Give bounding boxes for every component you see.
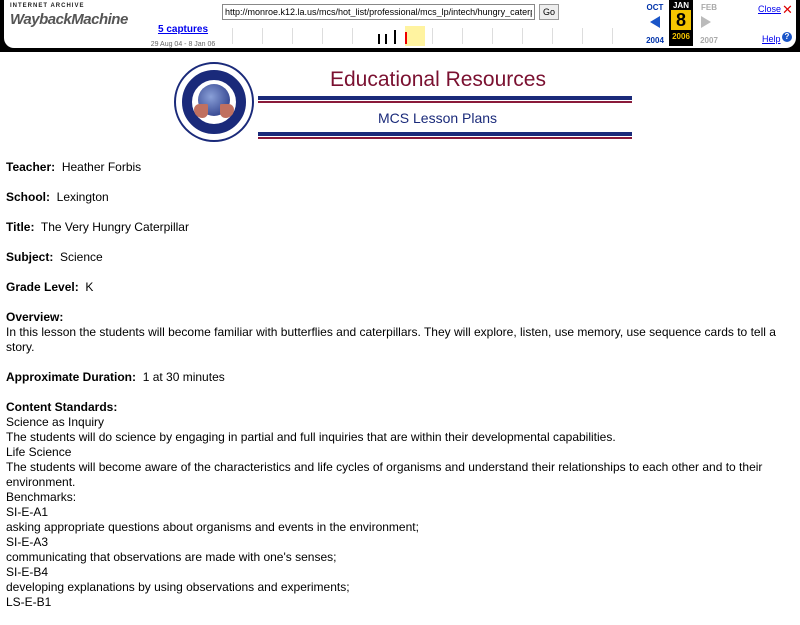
standards-label: Content Standards: (6, 400, 118, 414)
standards-line: asking appropriate questions about organisms and events in the environment; (6, 520, 419, 534)
teacher-value: Heather Forbis (61, 160, 142, 174)
timeline-tick (432, 28, 433, 44)
banner-divider (258, 96, 632, 100)
next-year-label: 2007 (700, 36, 718, 45)
timeline-current-mark (405, 32, 407, 44)
title-field (6, 220, 798, 235)
timeline-tick (612, 28, 613, 44)
timeline-capture-mark[interactable] (394, 30, 396, 44)
banner-divider (258, 137, 632, 139)
duration-label: Approximate Duration: (6, 370, 137, 384)
standards-line: The students will do science by engaging in partial and full inquiries that are within their developmental capabilities. (6, 430, 616, 444)
wayback-logo[interactable] (10, 3, 128, 41)
standards-line: LS-E-B1 (6, 595, 52, 609)
timeline-tick (292, 28, 293, 44)
next-month-label: FEB (701, 3, 717, 12)
help-icon[interactable]: ? (782, 32, 792, 42)
hand-icon (194, 104, 208, 118)
grade-label: Grade Level: (6, 280, 79, 294)
timeline-tick (322, 28, 323, 44)
school-field (6, 190, 798, 205)
timeline-tick (552, 28, 553, 44)
standards-line: Life Science (6, 445, 72, 459)
standards-line: SI-E-A3 (6, 535, 49, 549)
timeline-capture-mark[interactable] (385, 34, 387, 44)
current-year: 2006 (672, 32, 690, 41)
close-link[interactable]: Close (758, 4, 782, 14)
timeline-tick (582, 28, 583, 44)
url-input[interactable] (222, 4, 535, 20)
timeline-tick (492, 28, 493, 44)
standards-line: The students will become aware of the characteristics and life cycles of organisms and understand their relationships to each other and to their environment. (6, 460, 763, 489)
logo-wayback: Wayback (10, 11, 72, 28)
timeline-capture-mark[interactable] (378, 34, 380, 44)
standards-line: communicating that observations are made with one's senses; (6, 550, 337, 564)
overview-section (6, 310, 798, 355)
standards-line: Benchmarks: (6, 490, 77, 504)
overview-text: In this lesson the students will become familiar with butterflies and caterpillars. They will explore, listen, use memory, use sequence cards to tell a story. (6, 325, 776, 354)
school-seal-logo (174, 62, 254, 142)
teacher-field (6, 160, 798, 175)
teacher-label: Teacher: (6, 160, 56, 174)
grade-field (6, 280, 798, 295)
banner-subtitle: MCS Lesson Plans (378, 110, 498, 126)
wayback-toolbar (0, 0, 800, 52)
school-label: School: (6, 190, 50, 204)
current-month: JAN (672, 1, 689, 10)
prev-month-label[interactable]: OCT (646, 3, 664, 12)
logo-internet-archive: INTERNET ARCHIVE (10, 3, 85, 9)
prev-capture-arrow-icon[interactable] (650, 16, 660, 28)
grade-value: K (85, 280, 94, 294)
subject-field (6, 250, 798, 265)
subject-label: Subject: (6, 250, 54, 264)
subject-value: Science (60, 250, 103, 264)
standards-line: SI-E-B4 (6, 565, 49, 579)
standards-section (6, 400, 798, 610)
captures-info (142, 24, 224, 48)
capture-timeline[interactable] (222, 24, 635, 46)
current-day: 8 (671, 10, 691, 30)
timeline-tick (232, 28, 233, 44)
duration-field (6, 370, 798, 385)
timeline-tick (262, 28, 263, 44)
page-banner (170, 62, 640, 148)
standards-line: Science as Inquiry (6, 415, 105, 429)
school-value: Lexington (56, 190, 109, 204)
wayback-toolbar-panel (4, 0, 796, 48)
help-link[interactable]: Help (762, 34, 781, 44)
go-button[interactable]: Go (539, 4, 559, 20)
banner-divider (258, 132, 632, 136)
title-value: The Very Hungry Caterpillar (40, 220, 189, 234)
captures-range: 29 Aug 04 - 8 Jan 06 (150, 41, 216, 48)
current-capture-date (669, 0, 693, 46)
banner-title: Educational Resources (330, 68, 546, 91)
next-capture-arrow-icon (701, 16, 711, 28)
timeline-tick (352, 28, 353, 44)
close-icon[interactable]: ✕ (782, 2, 793, 17)
standards-line: SI-E-A1 (6, 505, 49, 519)
logo-wayback-machine (10, 11, 128, 28)
duration-value: 1 at 30 minutes (142, 370, 225, 384)
banner-divider (258, 101, 632, 103)
timeline-tick (522, 28, 523, 44)
lesson-content (6, 160, 798, 625)
captures-link[interactable]: 5 captures (157, 24, 209, 35)
timeline-tick (462, 28, 463, 44)
overview-label: Overview: (6, 310, 64, 324)
title-label: Title: (6, 220, 35, 234)
logo-machine: Machine (71, 11, 128, 28)
standards-line: developing explanations by using observations and experiments; (6, 580, 350, 594)
prev-year-label[interactable]: 2004 (646, 36, 664, 45)
timeline-current-highlight (405, 26, 425, 46)
